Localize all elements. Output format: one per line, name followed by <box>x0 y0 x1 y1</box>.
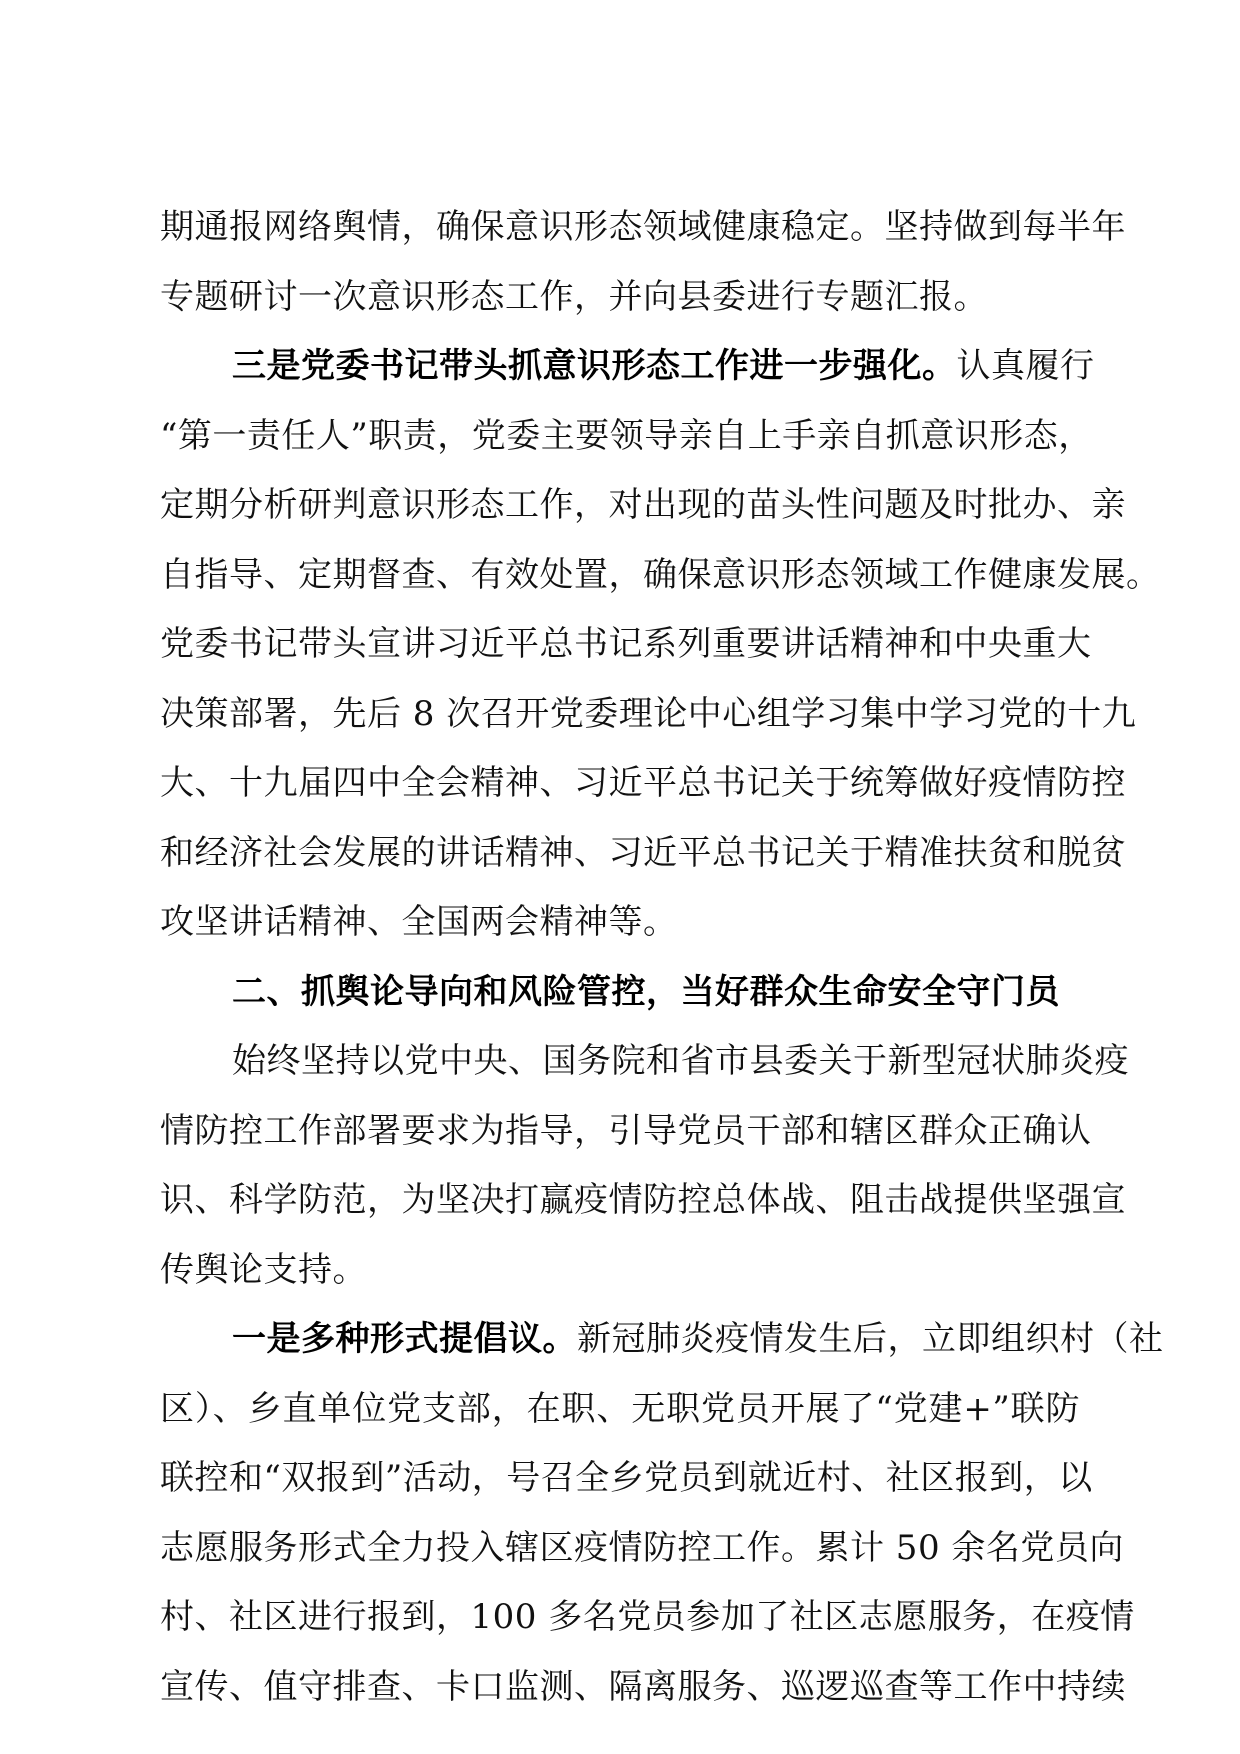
text-line: 大、十九届四中全会精神、习近平总书记关于统筹做好疫情防控 <box>160 763 1126 803</box>
text-line: 村、社区进行报到，100 多名党员参加了社区志愿服务，在疫情 <box>160 1597 1135 1637</box>
text-line: 传舆论支持。 <box>160 1250 367 1290</box>
text-line: 联控和“双报到”活动，号召全乡党员到就近村、社区报到，以 <box>160 1458 1093 1498</box>
text-line: 专题研讨一次意识形态工作，并向县委进行专题汇报。 <box>160 277 988 317</box>
subsection-heading-line <box>232 331 1095 401</box>
text-line: 识、科学防范，为坚决打赢疫情防控总体战、阻击战提供坚强宣 <box>160 1180 1126 1220</box>
text-run: 认真履行 <box>956 346 1095 386</box>
subsection-heading-bold: 一是多种形式提倡议。 <box>232 1319 577 1359</box>
subsection-heading-line <box>232 1304 1164 1374</box>
text-line: 定期分析研判意识形态工作，对出现的苗头性问题及时批办、亲 <box>160 485 1126 525</box>
text-line: 党委书记带头宣讲习近平总书记系列重要讲话精神和中央重大 <box>160 624 1092 664</box>
subsection-heading-bold: 三是党委书记带头抓意识形态工作进一步强化。 <box>232 346 957 386</box>
text-line: 始终坚持以党中央、国务院和省市县委关于新型冠状肺炎疫 <box>232 1041 1129 1081</box>
text-line: 期通报网络舆情，确保意识形态领域健康稳定。坚持做到每半年 <box>160 207 1126 247</box>
text-line: 决策部署，先后 8 次召开党委理论中心组学习集中学习党的十九 <box>160 694 1137 734</box>
text-run: 新冠肺炎疫情发生后，立即组织村（社 <box>577 1319 1164 1359</box>
text-line: “第一责任人”职责，党委主要领导亲自上手亲自抓意识形态， <box>160 416 1093 456</box>
section-heading: 二、抓舆论导向和风险管控，当好群众生命安全守门员 <box>232 972 1060 1012</box>
text-line: 宣传、值守排查、卡口监测、隔离服务、巡逻巡查等工作中持续 <box>160 1667 1126 1707</box>
text-line: 志愿服务形式全力投入辖区疫情防控工作。累计 50 余名党员向 <box>160 1528 1124 1568</box>
text-line: 区）、乡直单位党支部，在职、无职党员开展了“党建+”联防 <box>160 1389 1080 1429</box>
text-line: 攻坚讲话精神、全国两会精神等。 <box>160 902 678 942</box>
text-line: 和经济社会发展的讲话精神、习近平总书记关于精准扶贫和脱贫 <box>160 833 1126 873</box>
text-line: 自指导、定期督查、有效处置，确保意识形态领域工作健康发展。 <box>160 555 1161 595</box>
text-line: 情防控工作部署要求为指导，引导党员干部和辖区群众正确认 <box>160 1111 1092 1151</box>
